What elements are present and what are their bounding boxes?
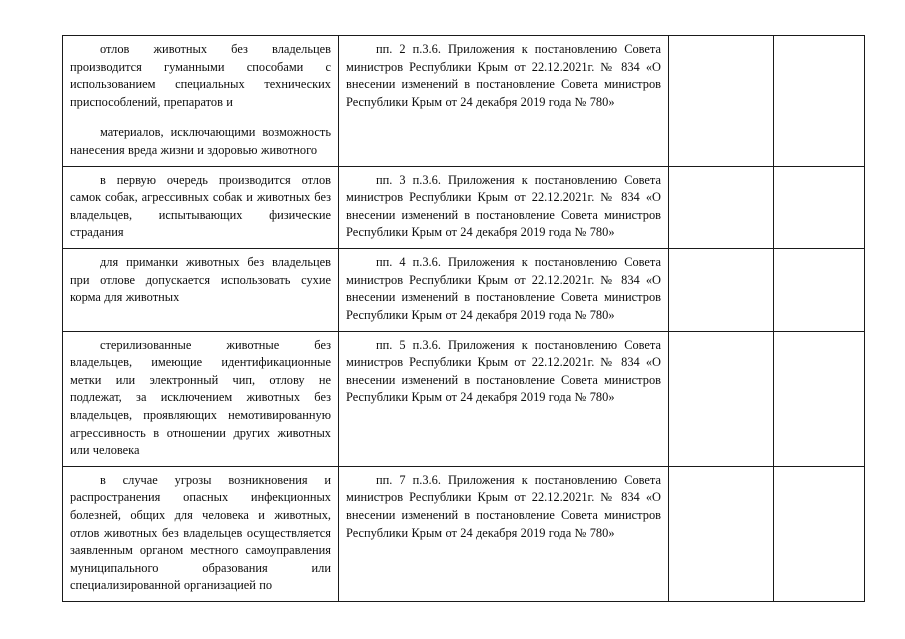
legal-basis-cell: [339, 166, 669, 248]
regulations-table: [62, 35, 865, 602]
measure-cell: [63, 166, 339, 248]
measure-paragraph: в первую очередь производится отлов самок собак, агрессивных собак и животных без владельцев, испытывающих физические страдания: [70, 172, 331, 240]
legal-basis-text: пп. 4 п.3.6. Приложения к постановлению Совета министров Республики Крым от 22.12.2021г. № 834 «О внесении изменений в постановление Совета министров Республики Крым от 24 декабря 2019 года № 780»: [346, 255, 661, 322]
legal-basis-text: пп. 7 п.3.6. Приложения к постановлению Совета министров Республики Крым от 22.12.2021г. № 834 «О внесении изменений в постановление Совета министров Республики Крым от 24 декабря 2019 года № 780»: [346, 472, 661, 540]
legal-basis-cell: [339, 466, 669, 601]
blank-cell-a: [669, 466, 774, 601]
measure-cell: [63, 331, 339, 466]
measure-paragraph: стерилизованные животные без владельцев, имеющие идентификационные метки или электронный чип, отлову не подлежат, за исключением животных без владельцев, проявляющих немотивированную агрессивность в отношении других животных или человека: [70, 337, 331, 458]
legal-basis-text: пп. 2 п.3.6. Приложения к постановлению Совета министров Республики Крым от 22.12.2021г. № 834 «О внесении изменений в постановление Совета министров Республики Крым от 24 декабря 2019 года № 780»: [346, 42, 661, 109]
blank-cell-a: [669, 166, 774, 248]
measure-paragraph: в случае угрозы возникновения и распространения опасных инфекционных болезней, общих для человека и животных, отлов животных без владельцев осуществляется заявленным органом местного самоуправления муниципального образования или специализированной организацией по: [70, 472, 331, 593]
measure-paragraph: отлов животных без владельцев производится гуманными способами с использованием специальных технических приспособлений, препаратов и: [70, 42, 331, 109]
blank-cell-a: [669, 36, 774, 167]
measure-cell: [63, 466, 339, 601]
legal-basis-cell: [339, 249, 669, 331]
legal-basis-cell: [339, 331, 669, 466]
blank-cell-b: [774, 166, 865, 248]
blank-cell-b: [774, 36, 865, 167]
measure-cell: [63, 36, 339, 167]
legal-basis-text: пп. 3 п.3.6. Приложения к постановлению Совета министров Республики Крым от 22.12.2021г. № 834 «О внесении изменений в постановление Совета министров Республики Крым от 24 декабря 2019 года № 780»: [346, 172, 661, 240]
table-row: [63, 249, 865, 331]
blank-cell-a: [669, 249, 774, 331]
table-row: [63, 36, 865, 167]
measure-paragraph: материалов, исключающими возможность нанесения вреда жизни и здоровью животного: [70, 125, 331, 158]
table-row: [63, 166, 865, 248]
blank-cell-b: [774, 466, 865, 601]
legal-basis-cell: [339, 36, 669, 167]
table-row: [63, 331, 865, 466]
measure-paragraph: для приманки животных без владельцев при отлове допускается использовать сухие корма для животных: [70, 255, 331, 305]
table-row: [63, 466, 865, 601]
legal-basis-text: пп. 5 п.3.6. Приложения к постановлению Совета министров Республики Крым от 22.12.2021г. № 834 «О внесении изменений в постановление Совета министров Республики Крым от 24 декабря 2019 года № 780»: [346, 337, 661, 405]
measure-cell: [63, 249, 339, 331]
blank-cell-b: [774, 331, 865, 466]
blank-cell-a: [669, 331, 774, 466]
blank-cell-b: [774, 249, 865, 331]
table-body: [63, 36, 865, 602]
